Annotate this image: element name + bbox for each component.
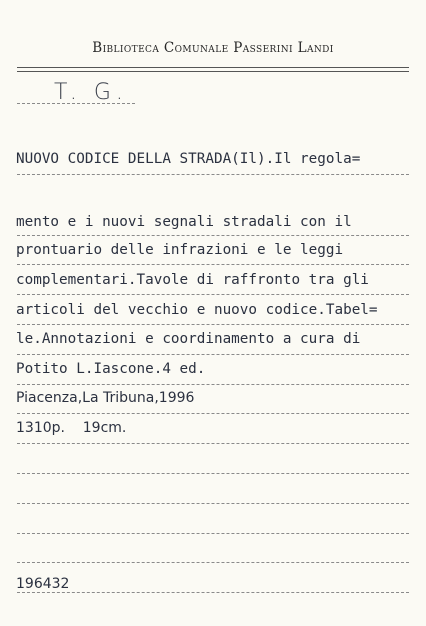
catalog-text-line: prontuario delle infrazioni e le leggi <box>16 242 344 258</box>
ruled-line <box>17 235 409 236</box>
ruled-line <box>17 443 409 444</box>
catalog-text-line: articoli del vecchio e nuovo codice.Tabel= <box>16 302 378 318</box>
ruled-line <box>17 324 409 325</box>
ruled-line <box>17 562 409 563</box>
ruled-line <box>17 174 409 175</box>
ruled-line <box>17 592 409 593</box>
shelf-mark: T. G. <box>54 80 128 105</box>
ruled-line <box>17 354 409 355</box>
catalog-text-line: Potito L.Iascone.4 ed. <box>16 361 206 377</box>
inventory-number: 196432 <box>16 576 70 592</box>
ruled-line <box>17 294 409 295</box>
header-rule <box>17 71 409 72</box>
catalog-text-line: complementari.Tavole di raffronto tra gli <box>16 272 369 288</box>
ruled-line <box>17 264 409 265</box>
catalog-text-line: le.Annotazioni e coordinamento a cura di <box>16 331 361 347</box>
shelf-mark-line <box>17 103 135 104</box>
catalog-text-line: NUOVO CODICE DELLA STRADA(Il).Il regola= <box>16 151 361 167</box>
ruled-line <box>17 384 409 385</box>
library-name: Biblioteca Comunale Passerini Landi <box>92 40 334 56</box>
ruled-line <box>17 473 409 474</box>
header-rule <box>17 67 409 68</box>
catalog-text-line: mento e i nuovi segnali stradali con il <box>16 214 352 230</box>
ruled-line <box>17 503 409 504</box>
ruled-line <box>17 533 409 534</box>
ruled-line <box>17 413 409 414</box>
physical-description: 1310p. 19cm. <box>16 420 127 436</box>
imprint: Piacenza,La Tribuna,1996 <box>16 390 195 406</box>
